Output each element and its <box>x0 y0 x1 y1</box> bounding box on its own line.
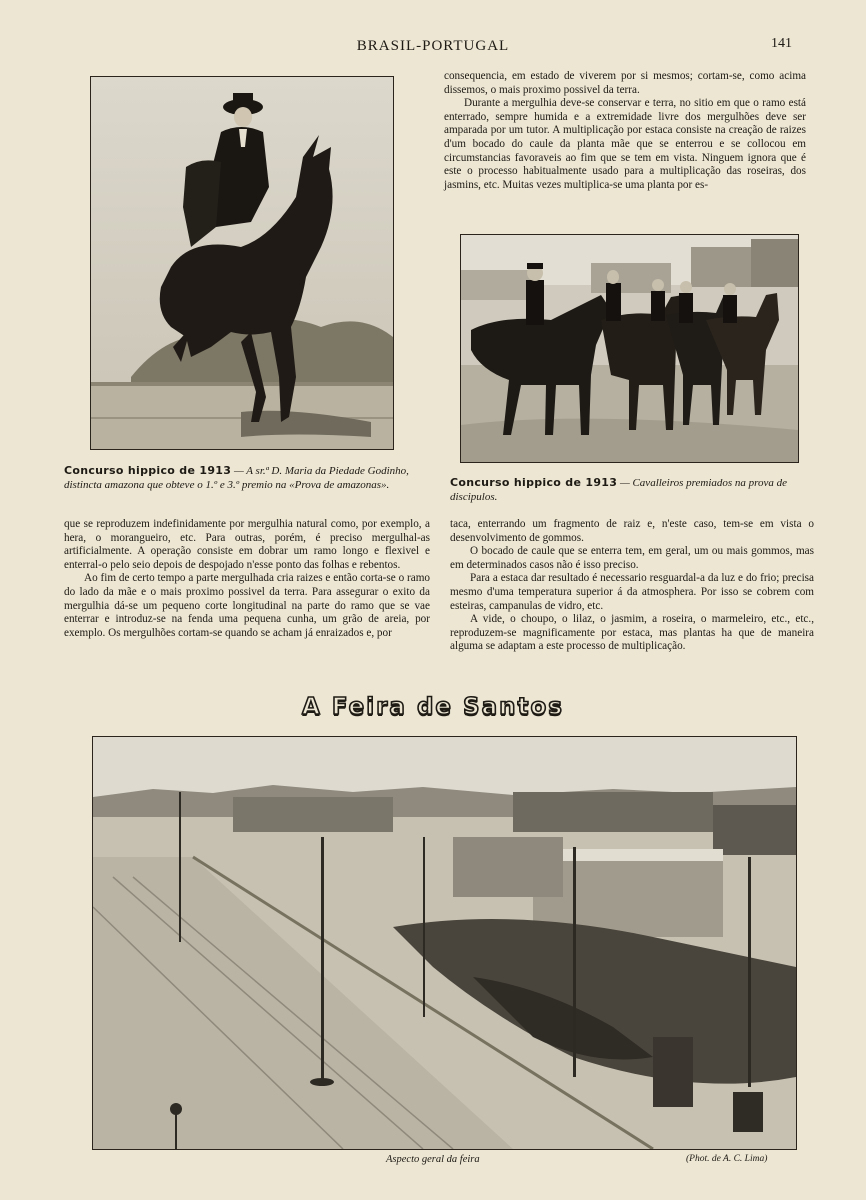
rider-photo-illustration <box>91 77 393 449</box>
page-number: 141 <box>771 36 792 51</box>
horsemen-caption-lead: Concurso hippico de 1913 <box>450 476 618 489</box>
paragraph: A vide, o choupo, o lilaz, o jasmim, a roseira, o marmeleiro, etc., etc., reproduzem-se magnificamente por estaca, mas plantas ha que de maneira alguma se adaptam a este processo de multiplicação. <box>450 613 814 653</box>
horsemen-caption <box>450 476 814 504</box>
rider-caption <box>64 464 430 492</box>
fair-photo-credit: (Phot. de A. C. Lima) <box>686 1154 768 1164</box>
rider-caption-lead: Concurso hippico de 1913 <box>64 464 232 477</box>
rider-caption-text: — A sr.ª D. Maria da Piedade Godinho, distincta amazona que obteve o 1.º e 3.º premio na «Prova de amazonas». <box>64 465 409 491</box>
paragraph: consequencia, em estado de viverem por si mesmos; cortam-se, como acima dissemos, o mais proximo possivel da terra. <box>444 70 806 96</box>
paragraph: taca, enterrando um fragmento de raiz e, n'este caso, tem-se em vista o desenvolvimento de gommos. <box>450 518 814 544</box>
article-column-right <box>450 518 814 654</box>
horsemen-photo-illustration <box>461 235 798 462</box>
paragraph: Ao fim de certo tempo a parte mergulhada cria raizes e então corta-se o ramo do lado da mãe e o mais proximo possivel da terra. Para assegurar o exito da mergulhia dá-se um pequeno corte longitudinal na parte do ramo que se vae enterrar e introduz-se na fenda uma pequena cunha, um grão de areia, por exemplo. Os mergulhões cortam-se quando se acham já enraizados e, por <box>64 572 430 639</box>
article-column-left <box>64 518 430 640</box>
paragraph: O bocado de caule que se enterra tem, em geral, um ou mais gommos, mas em determinados casos não é isso preciso. <box>450 545 814 571</box>
paragraph: Durante a mergulhia deve-se conservar e terra, no sitio em que o ramo está enterrado, sempre humida e a extremidade livre dos mergulhões deve ser amparada por um tutor. A multiplicação por estaca consiste na creação de raizes d'um bocado do caule da planta mãe que se enterrou e se collocou em circumstancias favoraveis ao fim que se tem em vista. Ninguem ignora que é este o processo habitualmente usado para a multiplicação das roseiras, dos jasmins, etc. Muitas vezes multiplica-se uma planta por es- <box>444 97 806 191</box>
running-title: BRASIL-PORTUGAL <box>356 38 510 54</box>
paragraph: que se reproduzem indefinidamente por mergulhia natural como, por exemplo, a hera, o morangueiro, etc. Para outras, porém, é preciso mergulhal-as artificialmente. A operação consiste em dobrar um ramo longo e flexivel e enterral-o pelo seio depois de despojado n'esse ponto das folhas e rebentos. <box>64 518 430 571</box>
article-column-right-top <box>444 70 806 192</box>
horsemen-photo <box>460 234 799 463</box>
section-title: A Feira de Santos <box>302 694 564 720</box>
fair-caption: Aspecto geral da feira <box>386 1154 480 1165</box>
horsemen-caption-text: — Cavalleiros premiados na prova de discipulos. <box>450 477 788 503</box>
rider-photo <box>90 76 394 450</box>
paragraph: Para a estaca dar resultado é necessario resguardal-a da luz e do frio; precisa mesmo d'uma temperatura superior á da atmosphera. Por isso se cobrem com esteiras, campanulas de vidro, etc. <box>450 572 814 612</box>
fair-photo-illustration <box>93 737 796 1149</box>
fair-photo <box>92 736 797 1150</box>
